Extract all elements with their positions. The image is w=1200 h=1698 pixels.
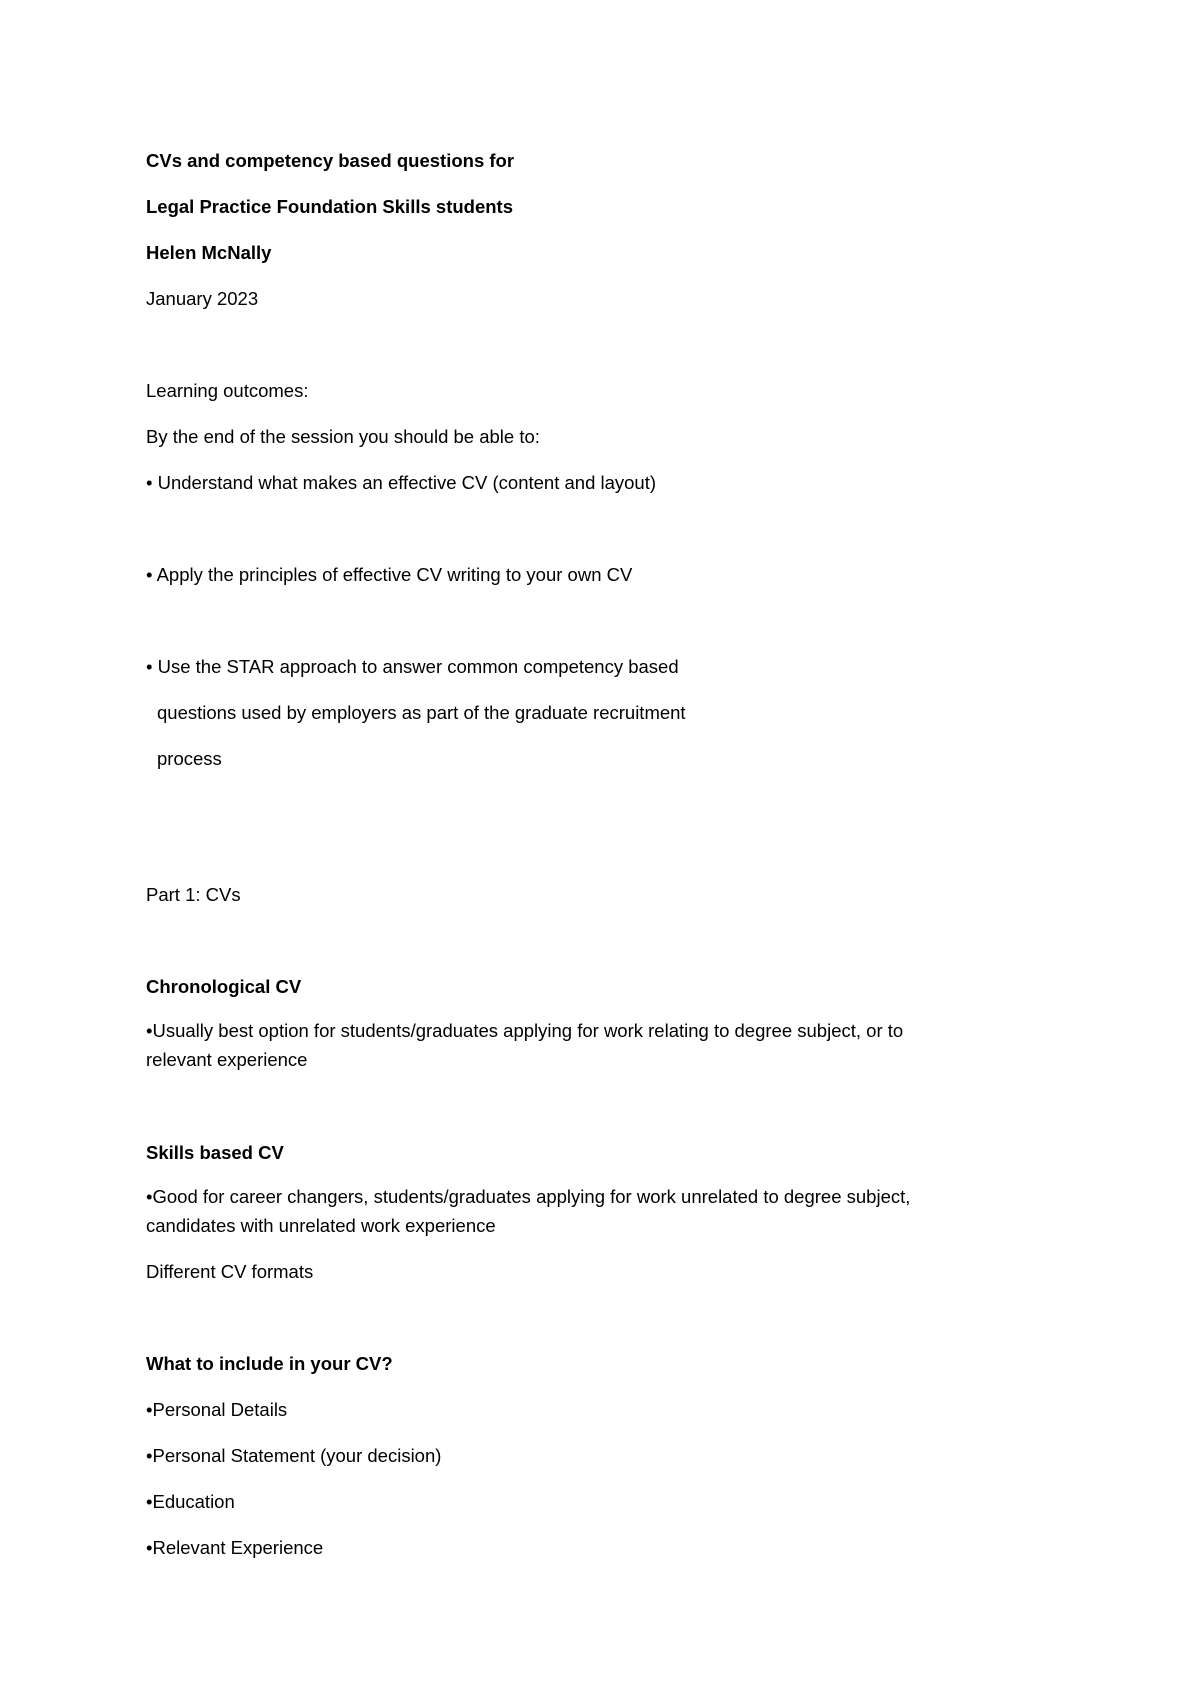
chronological-cv-text-line-2: relevant experience xyxy=(146,1049,308,1070)
part-1-heading: Part 1: CVs xyxy=(146,884,241,905)
learning-outcome-bullet-3-line-1: • Use the STAR approach to answer common competency based xyxy=(146,656,679,677)
skills-based-cv-text-line-2: candidates with unrelated work experience xyxy=(146,1215,496,1236)
chronological-cv-text-line-1: •Usually best option for students/graduates applying for work relating to degree subject, or to xyxy=(146,1020,904,1041)
learning-outcome-bullet-3-line-3: process xyxy=(157,748,222,769)
learning-outcome-bullet-3-line-2: questions used by employers as part of the graduate recruitment xyxy=(157,702,686,723)
cv-formats-caption: Different CV formats xyxy=(146,1261,314,1282)
list-item: •Relevant Experience xyxy=(146,1537,324,1558)
learning-outcomes-heading: Learning outcomes: xyxy=(146,380,309,401)
list-item: •Personal Statement (your decision) xyxy=(146,1445,442,1466)
skills-based-cv-heading: Skills based CV xyxy=(146,1142,284,1163)
learning-outcome-bullet-2: • Apply the principles of effective CV writing to your own CV xyxy=(146,564,633,585)
what-to-include-heading: What to include in your CV? xyxy=(146,1353,393,1374)
document-author: Helen McNally xyxy=(146,242,272,263)
document-title-line-2: Legal Practice Foundation Skills students xyxy=(146,196,513,217)
list-item: •Education xyxy=(146,1491,235,1512)
document-title-line-1: CVs and competency based questions for xyxy=(146,150,515,171)
chronological-cv-heading: Chronological CV xyxy=(146,976,302,997)
document-date: January 2023 xyxy=(146,288,259,309)
list-item: •Personal Details xyxy=(146,1399,288,1420)
skills-based-cv-text-line-1: •Good for career changers, students/graduates applying for work unrelated to degree subject, xyxy=(146,1186,911,1207)
learning-outcome-bullet-1: • Understand what makes an effective CV (content and layout) xyxy=(146,472,657,493)
learning-outcomes-intro: By the end of the session you should be able to: xyxy=(146,426,540,447)
